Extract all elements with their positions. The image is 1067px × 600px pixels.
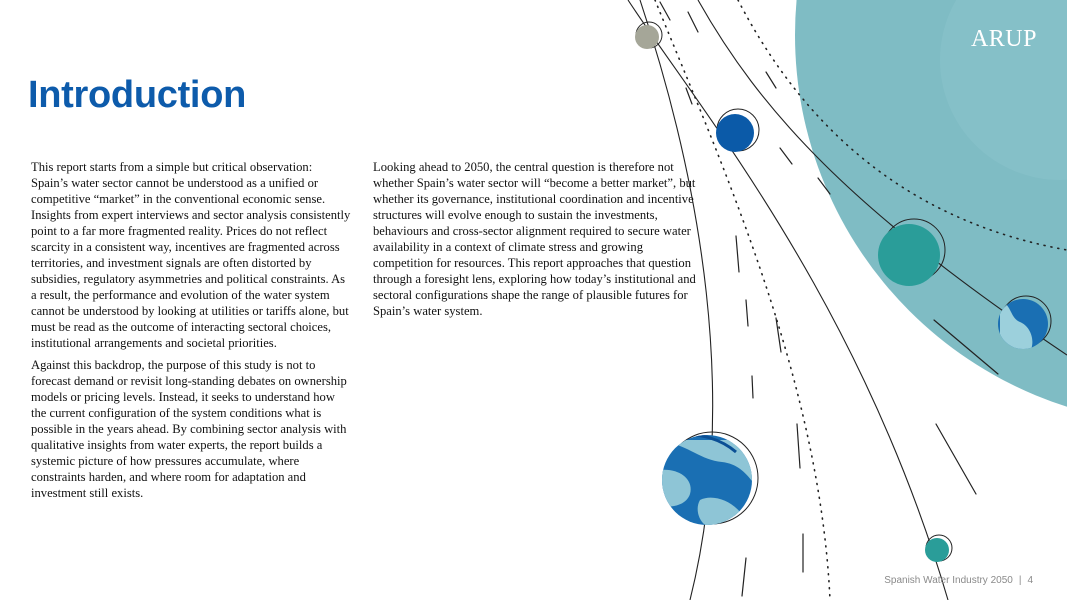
body-paragraph: This report starts from a simple but critical observation: Spain’s water sector cannot be understood as a unified or competitive “market” in the conventional economic sense. Insights from expert interviews and sector analysis consistently point to a far more fragmented reality. Prices do not reflect scarcity in a consistent way, incentives are fragmented across territories, and investment signals are often distorted by subsidies, regulatory asymmetries and political constraints. As a result, the performance and evolution of the water system cannot be understood by looking at utilities or tariffs alone, but must be read as the outcome of interacting sectoral choices, institutional arrangements and societal priorities.	[31, 160, 351, 350]
page-number: 4	[1027, 575, 1033, 586]
gray-planet	[635, 25, 659, 49]
publication-title: Spanish Water Industry 2050	[884, 575, 1013, 586]
small-teal-planet	[925, 538, 949, 562]
arup-logo: ARUP	[970, 26, 1037, 52]
left-text-column	[31, 159, 351, 507]
page-footer	[884, 575, 1033, 586]
body-paragraph: Looking ahead to 2050, the central question is therefore not whether Spain’s water sector will “become a better market”, but whether its governance, institutional coordination and incentive structures will evolve enough to sustain the investments, behaviours and cross-sector alignment required to secure water availability in a context of climate stress and growing competition for resources. This report approaches that question through a foresight lens, exploring how today’s institutional and sectoral configurations shape the range of plausible futures for Spain’s water system.	[373, 160, 696, 318]
blue-planet	[716, 114, 754, 152]
teal-planet	[878, 224, 940, 286]
right-text-column	[373, 159, 698, 325]
footer-separator: |	[1018, 575, 1022, 586]
page-title: Introduction	[28, 74, 247, 116]
body-paragraph: Against this backdrop, the purpose of this study is not to forecast demand or revisit long-standing debates on ownership models or pricing levels. Instead, it seeks to understand how the current configuration of the system conditions what is possible in the years ahead. By combining sector analysis with qualitative insights from water experts, the report builds a systemic picture of how pressures accumulate, where constraints harden, and where room for adaptation and investment still exists.	[31, 358, 347, 500]
